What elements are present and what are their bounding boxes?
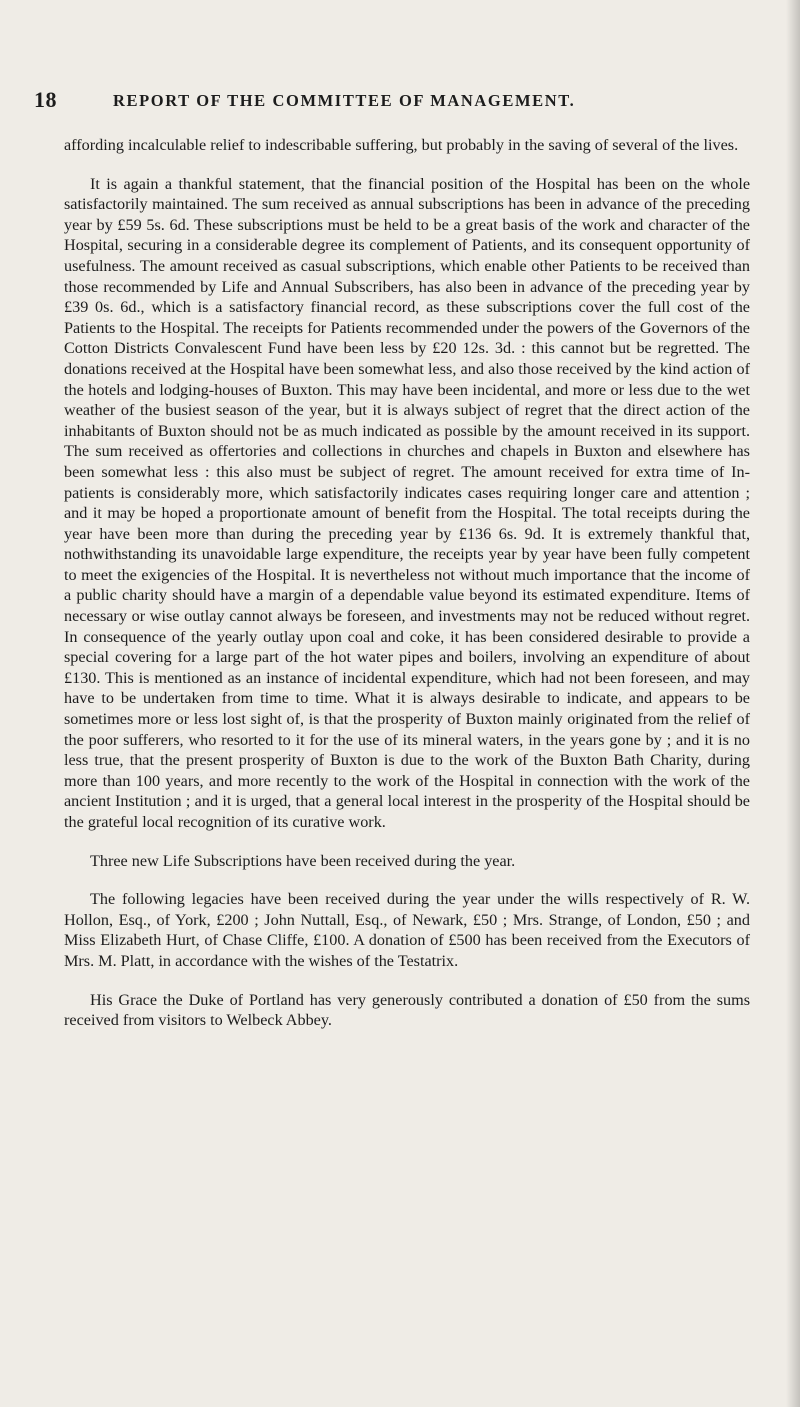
paragraph-financial-position: It is again a thankful statement, that the financial position of the Hospital has been on the whole satisfactorily maintained. The sum received as annual subscriptions has been in advance of the preceding year by £59 5s. 6d. These subscriptions must be held to be a great basis of the work and character of the Hospital, securing in a considerable degree its complement of Patients, and its consequent opportunity of usefulness. The amount received as casual subscriptions, which enable other Patients to be received than those recommended by Life and Annual Subscribers, has also been in advance of the preceding year by £39 0s. 6d., which is a satisfactory financial record, as these subscriptions cover the full cost of the Patients to the Hospital. The receipts for Patients recommended under the powers of the Governors of the Cotton Districts Convalescent Fund have been less by £20 12s. 3d. : this cannot but be regretted. The donations received at the Hospital have been somewhat less, and also those received by the kind action of the hotels and lodging-houses of Buxton. This may have been incidental, and more or less due to the wet weather of the busiest season of the year, but it is always subject of regret that the direct action of the inhabitants of Buxton should not be as much indicated as possible by the amount received in its support. The sum received as offertories and collections in churches and chapels in Buxton and elsewhere has been somewhat less : this also must be subject of regret. The amount received for extra time of In-patients is considerably more, which satisfactorily indicates cases requiring longer care and attention ; and it may be hoped a proportionate amount of benefit from the Hospital. The total receipts during the year have been more than during the preceding year by £136 6s. 9d. It is extremely thankful that, nothwithstanding its unavoidable large expenditure, the receipts year by year have been fully competent to meet the exigencies of the Hospital. It is nevertheless not without much importance that the income of a public charity should have a margin of a dependable value beyond its estimated expenditure. Items of necessary or wise outlay cannot always be foreseen, and investments may not be reduced without regret. In consequence of the yearly outlay upon coal and coke, it has been considered desirable to provide a special covering for a large part of the hot water pipes and boilers, involving an expenditure of about £130. This is mentioned as an instance of incidental expenditure, which had not been foreseen, and may have to be undertaken from time to time. What it is always desirable to indicate, and appears to be sometimes more or less lost sight of, is that the prosperity of Buxton mainly originated from the relief of the poor sufferers, who resorted to it for the use of its mineral waters, in the years gone by ; and it is no less true, that the present prosperity of Buxton is due to the work of the Buxton Bath Charity, during more than 100 years, and more recently to the work of the Hospital in connection with the work of the ancient Institution ; and it is urged, that a general local interest in the prosperity of the Hospital should be the grateful local recognition of its curative work. — [64, 174, 750, 831]
running-head: REPORT OF THE COMMITTEE OF MANAGEMENT. — [113, 91, 576, 110]
paragraph-life-subscriptions: Three new Life Subscriptions have been received during the year. — [90, 851, 516, 870]
page-number: 18 — [34, 87, 57, 112]
paragraph-duke-donation: His Grace the Duke of Portland has very generously contributed a donation of £50 from the sums received from visitors to Welbeck Abbey. — [64, 990, 750, 1030]
page-edge-shadow — [786, 0, 800, 1407]
paragraph-continuation: affording incalculable relief to indescribable suffering, but probably in the saving of several of the lives. — [64, 136, 739, 154]
report-body — [64, 135, 750, 1031]
page-header — [34, 87, 774, 117]
paragraph-legacies: The following legacies have been received during the year under the wills respectively of R. W. Hollon, Esq., of York, £200 ; John Nuttall, Esq., of Newark, £50 ; Mrs. Strange, of London, £50 ; and Miss Elizabeth Hurt, of Chase Cliffe, £100. A donation of £500 has been received from the Executors of Mrs. M. Platt, in accordance with the wishes of the Testatrix. — [64, 890, 750, 970]
